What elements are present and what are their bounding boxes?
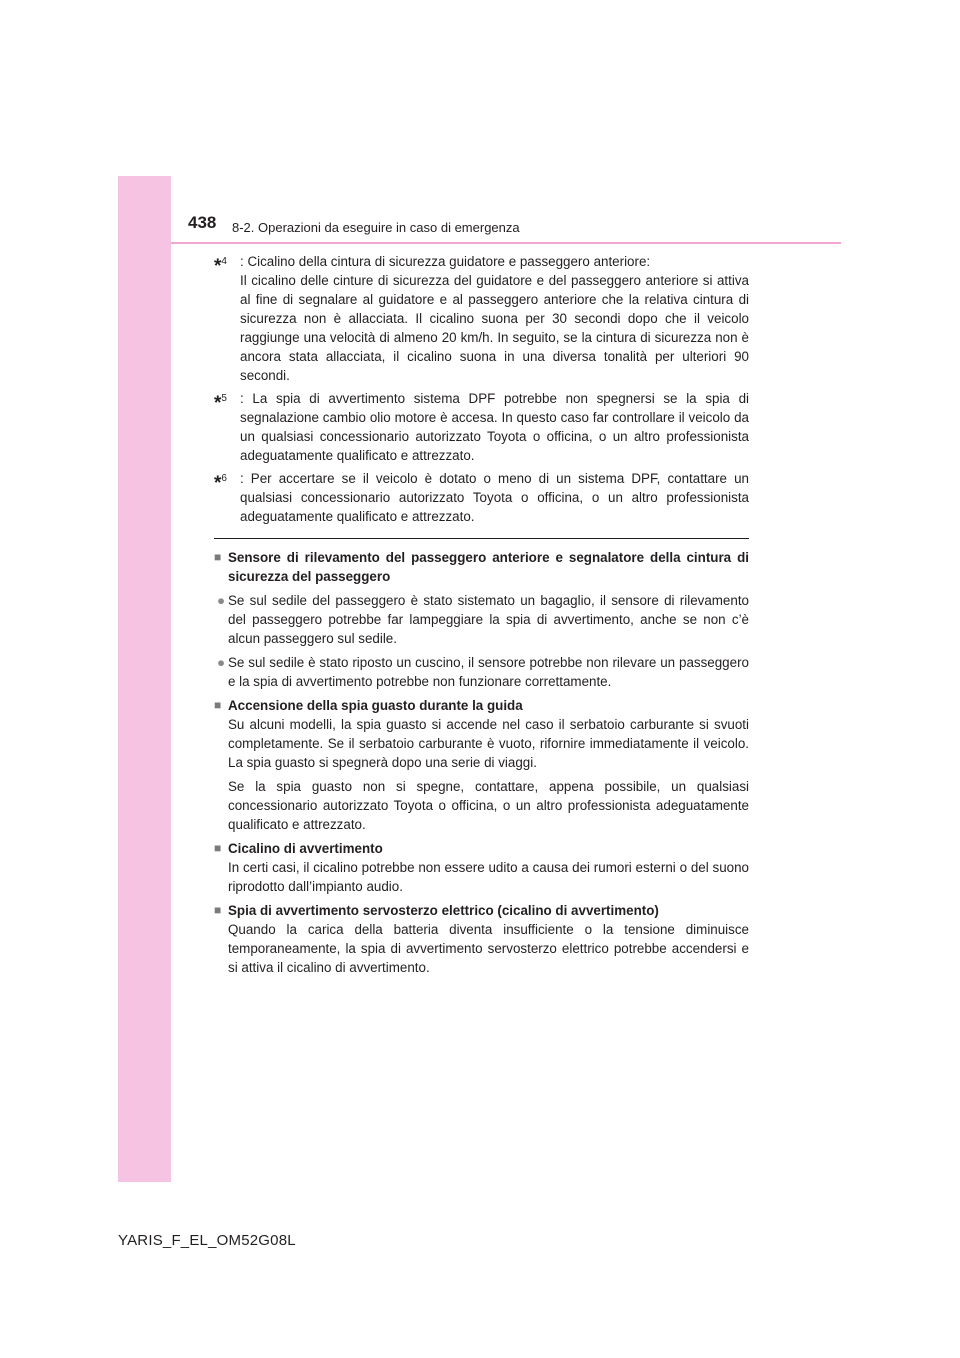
entry-paragraph: In certi casi, il cicalino potrebbe non essere udito a causa dei rumori esterni o del suono riprodotto dall’impianto audio. <box>228 860 749 894</box>
footnote-text: Il cicalino delle cinture di sicurezza del guidatore e del passeggero anteriore si attiva al fine di segnalare al guidatore e al passeggero anteriore che la relativa cintura di sicurezza non è allacciata. Il cicalino suona per 30 secondi dopo che il veicolo raggiunge una velocità di almeno 20 km/h. In seguito, se la cintura di sicurezza non è ancora stata allacciata, il cicalino suona in una diversa tonalità per ulteriori 90 secondi. <box>240 273 749 383</box>
header-rule <box>171 242 841 244</box>
square-bullet-icon: ■ <box>214 698 222 712</box>
footnote-text: : Per accertare se il veicolo è dotato o meno di un sistema DPF, contattare un qualsiasi concessionario autorizzato Toyota o officina, o un altro professionista adeguatamente qualificato e attrezzato. <box>240 471 749 524</box>
footnote-body <box>240 252 749 385</box>
footnote-text: : La spia di avvertimento sistema DPF potrebbe non spegnersi se la spia di segnalazione cambio olio motore è accesa. In questo caso far controllare il veicolo da un qualsiasi concessionario autorizzato Toyota o officina, o un altro professionista adeguatamente qualificato e attrezzato. <box>240 391 749 463</box>
square-bullet-icon: ■ <box>214 903 222 917</box>
square-bullet-icon: ■ <box>214 841 222 855</box>
footnote-marker: *$^6$ <box>214 473 227 494</box>
entry-heading: ■ Cicalino di avvertimento <box>214 841 383 856</box>
section-divider <box>214 538 749 539</box>
page-content <box>214 252 749 982</box>
entry-paragraph: Su alcuni modelli, la spia guasto si accende nel caso il serbatoio carburante si svuoti completamente. Se il serbatoio carburante è vuoto, rifornire immediatamente il veicolo. La spia guasto si spegnerà dopo una serie di viaggi. <box>228 717 749 770</box>
footnote-body <box>240 469 749 526</box>
footnote-marker: *$^4$ <box>214 256 227 277</box>
circle-bullet-icon: ● <box>217 655 226 670</box>
page-number: 438 <box>188 213 217 232</box>
entry-paragraph: Se la spia guasto non si spegne, contattare, appena possibile, un qualsiasi concessionario autorizzato Toyota o officina, o un altro professionista adeguatamente qualificato e attrezzato. <box>228 779 749 832</box>
list-item: ● Se sul sedile è stato riposto un cuscino, il sensore potrebbe non rilevare un passeggero e la spia di avvertimento potrebbe non funzionare correttamente. <box>214 653 749 691</box>
square-bullet-icon: ■ <box>214 550 222 564</box>
footnote-star-icon: * <box>214 256 222 277</box>
section-title: 8-2. Operazioni da eseguire in caso di emergenza <box>232 220 520 235</box>
footnote-marker: *$^5$ <box>214 393 227 414</box>
circle-bullet-icon: ● <box>217 593 226 608</box>
footnote-6 <box>214 469 749 526</box>
footnote-star-icon: * <box>214 393 222 414</box>
entry-power-steering-light <box>214 901 749 977</box>
footnote-5 <box>214 389 749 465</box>
entry-heading: ■ Sensore di rilevamento del passeggero anteriore e segnalatore della cintura di sicurezza del passeggero <box>214 550 749 584</box>
entry-paragraph: Quando la carica della batteria diventa insufficiente o la tensione diminuisce temporaneamente, la spia di avvertimento servosterzo elettrico potrebbe accendersi e si attiva il cicalino di avvertimento. <box>228 922 749 975</box>
footnote-star-icon: * <box>214 473 222 494</box>
document-code: YARIS_F_EL_OM52G08L <box>118 1232 296 1249</box>
footnote-4 <box>214 252 749 385</box>
chapter-sidebar-tab <box>118 176 171 1182</box>
entry-passenger-sensor <box>214 548 749 691</box>
entry-warning-buzzer <box>214 839 749 896</box>
footnote-title: : Cicalino della cintura di sicurezza guidatore e passeggero anteriore: <box>240 254 651 269</box>
entry-heading: ■ Accensione della spia guasto durante la guida <box>214 698 523 713</box>
footnote-body <box>240 389 749 465</box>
entry-malfunction-light <box>214 696 749 834</box>
list-item: ● Se sul sedile del passeggero è stato sistemato un bagaglio, il sensore di rilevamento del passeggero potrebbe far lampeggiare la spia di avvertimento, anche se non c’è alcun passeggero sul sedile. <box>214 591 749 648</box>
entry-heading: ■ Spia di avvertimento servosterzo elettrico (cicalino di avvertimento) <box>214 903 659 918</box>
